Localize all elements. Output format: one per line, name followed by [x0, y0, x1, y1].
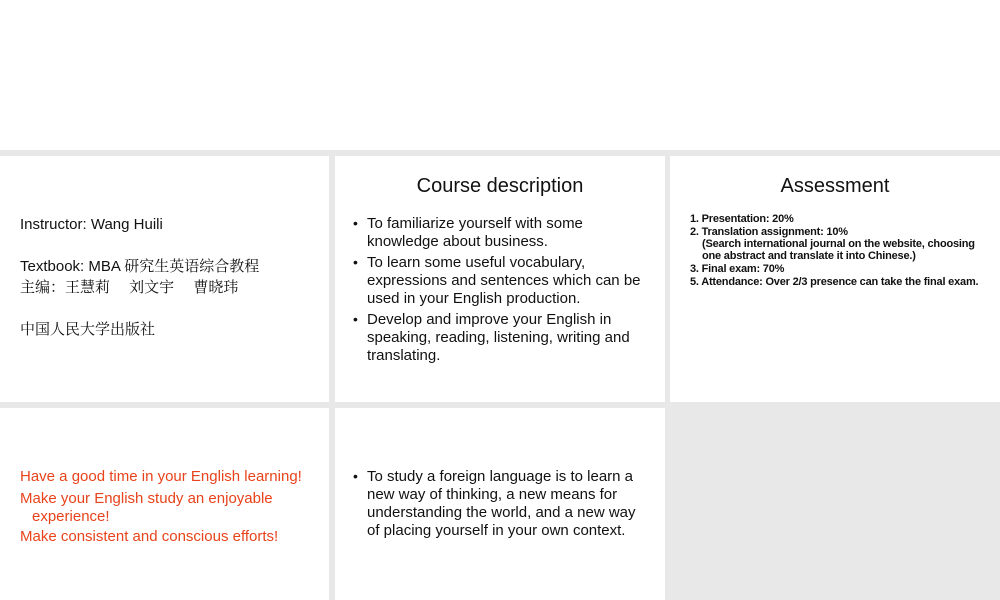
language-quote-list	[353, 468, 645, 543]
instructor-text: Instructor: Wang Huili	[20, 216, 163, 233]
publisher-text: 中国人民大学出版社	[20, 321, 156, 338]
bullet-icon: •	[353, 215, 358, 231]
list-item	[353, 311, 645, 365]
bullet-text: To familiarize yourself with some knowledge about business.	[367, 215, 583, 250]
assessment-item-note: (Search international journal on the website, choosing one abstract and translate it into Chinese.)	[702, 238, 975, 262]
assessment-item-label: 2. Translation assignment: 10%	[690, 226, 848, 238]
list-item	[353, 254, 645, 308]
assessment-title: Assessment	[780, 175, 890, 197]
bullet-text: Develop and improve your English in speaking, reading, listening, writing and translating.	[367, 311, 630, 364]
bullet-text: To study a foreign language is to learn a new way of thinking, a new means for understanding the world, and a new way of placing yourself in your own context.	[367, 468, 636, 539]
course-description-list	[353, 215, 645, 368]
course-description-panel	[335, 156, 665, 402]
motto-line: Have a good time in your English learning!	[20, 468, 302, 485]
motto-line-part: experience!	[32, 508, 110, 525]
motto-line	[20, 490, 309, 526]
list-item: 5. Attendance: Over 2/3 presence can take the final exam.	[690, 276, 979, 288]
assessment-list	[690, 213, 982, 289]
editors-text: 主编：王慧莉 刘文宇 曹晓玮	[20, 279, 239, 296]
motto-line: Make consistent and conscious efforts!	[20, 528, 279, 545]
list-item	[690, 226, 982, 262]
bullet-text: To learn some useful vocabulary, expressions and sentences which can be used in your English production.	[367, 254, 641, 307]
course-description-title: Course description	[416, 175, 584, 197]
bullet-icon: •	[353, 468, 358, 484]
motto-panel	[0, 408, 329, 600]
language-quote-panel	[335, 408, 665, 600]
list-item: 1. Presentation: 20%	[690, 213, 794, 225]
motto-line-part: Make your English study an enjoyable	[20, 490, 273, 507]
bullet-icon: •	[353, 254, 358, 270]
assessment-panel	[670, 156, 1000, 402]
bullet-icon: •	[353, 311, 358, 327]
list-item	[353, 468, 645, 540]
top-blank-band	[0, 0, 1000, 150]
list-item: 3. Final exam: 70%	[690, 263, 785, 275]
empty-panel	[670, 408, 1000, 600]
textbook-text: Textbook: MBA 研究生英语综合教程	[20, 258, 260, 275]
list-item	[353, 215, 645, 251]
